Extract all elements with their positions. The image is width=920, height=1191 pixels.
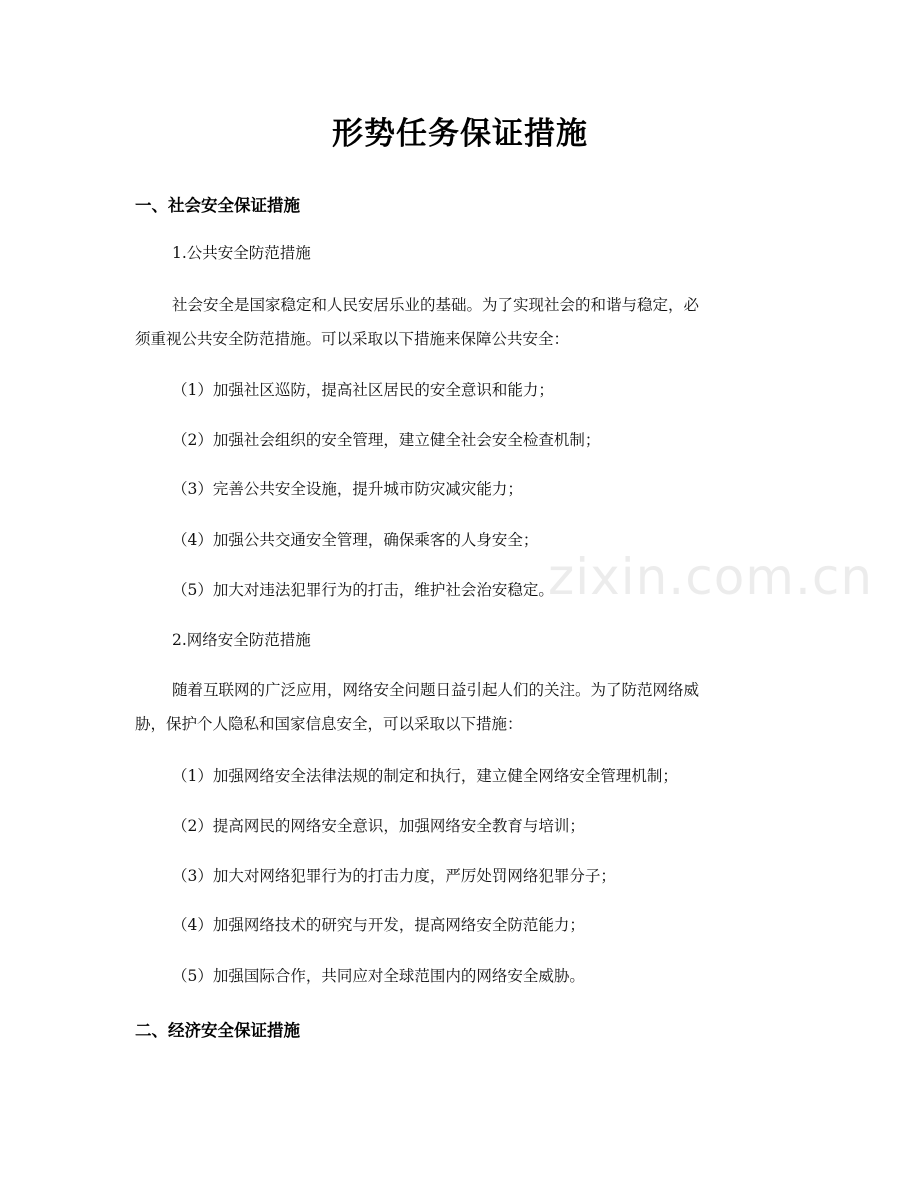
paragraph-network-safety-line-2: 胁，保护个人隐私和国家信息安全，可以采取以下措施： bbox=[135, 715, 523, 733]
list-item: （1）加强网络安全法律法规的制定和执行，建立健全网络安全管理机制； bbox=[172, 767, 678, 785]
watermark: zixin.com.cn bbox=[548, 548, 874, 606]
document-title: 形势任务保证措施 bbox=[332, 116, 588, 152]
list-item: （1）加强社区巡防，提高社区居民的安全意识和能力； bbox=[172, 381, 554, 399]
list-item: （3）加大对网络犯罪行为的打击力度，严厉处罚网络犯罪分子； bbox=[172, 867, 616, 885]
list-item: （3）完善公共安全设施，提升城市防灾减灾能力； bbox=[172, 480, 523, 498]
list-item: （2）提高网民的网络安全意识，加强网络安全教育与培训； bbox=[172, 817, 585, 835]
paragraph-public-safety-line-2: 须重视公共安全防范措施。可以采取以下措施来保障公共安全： bbox=[135, 330, 570, 348]
list-item: （4）加强公共交通安全管理，确保乘客的人身安全； bbox=[172, 531, 539, 549]
list-item: （2）加强社会组织的安全管理，建立健全社会安全检查机制； bbox=[172, 431, 601, 449]
paragraph-public-safety-line-1: 社会安全是国家稳定和人民安居乐业的基础。为了实现社会的和谐与稳定，必 bbox=[172, 296, 700, 314]
subsection-heading-network-safety: 2.网络安全防范措施 bbox=[172, 631, 311, 649]
section-heading-economic-security: 二、经济安全保证措施 bbox=[135, 1021, 300, 1040]
list-item: （5）加大对违法犯罪行为的打击，维护社会治安稳定。 bbox=[172, 581, 554, 599]
subsection-heading-public-safety: 1.公共安全防范措施 bbox=[172, 244, 311, 262]
list-item: （4）加强网络技术的研究与开发，提高网络安全防范能力； bbox=[172, 916, 585, 934]
paragraph-network-safety-line-1: 随着互联网的广泛应用，网络安全问题日益引起人们的关注。为了防范网络威 bbox=[172, 681, 700, 699]
section-heading-social-security: 一、社会安全保证措施 bbox=[135, 196, 300, 215]
list-item: （5）加强国际合作，共同应对全球范围内的网络安全威胁。 bbox=[172, 967, 585, 985]
